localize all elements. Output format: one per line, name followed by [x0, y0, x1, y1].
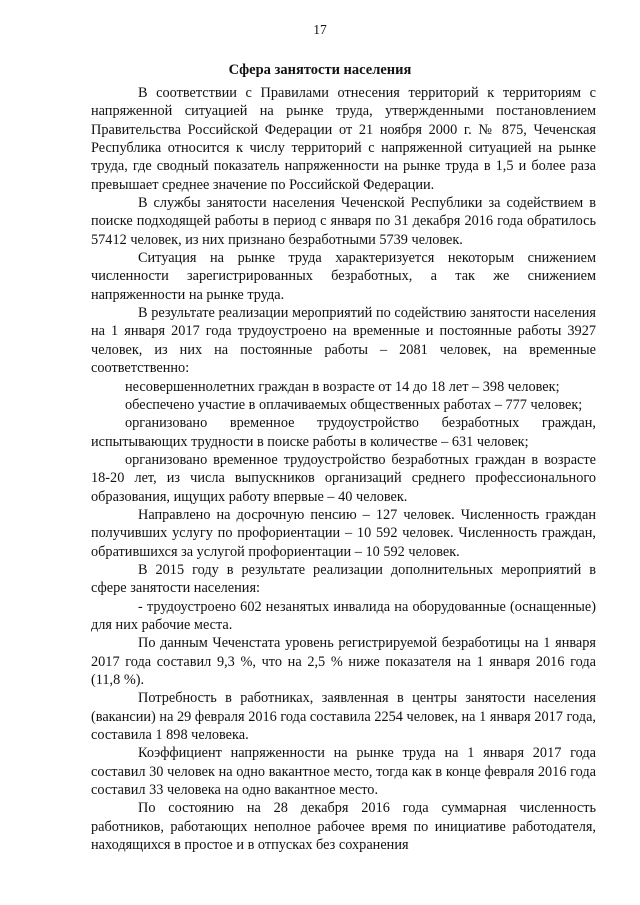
paragraph-early-pension: Направлено на досрочную пенсию – 127 человек. Численность граждан получивших услугу по профориентации – 10 592 человек. Численность граждан, обратившихся за услугой профориентации – 10 592 человек. [91, 506, 596, 560]
paragraph-part-time-workers: По состоянию на 28 декабря 2016 года суммарная численность работников, работающих неполное рабочее время по инициативе работодателя, находящихся в простое и в отпусках без сохранения [91, 800, 596, 854]
paragraph-unemployment-rate: По данным Чеченстата уровень регистрируемой безработицы на 1 января 2017 года составил 9,3 %, что на 2,5 % ниже показателя на 1 января 2016 года (11,8 %). [91, 635, 596, 688]
paragraph-regional-status: В соответствии с Правилами отнесения территорий к территориям с напряженной ситуацией на рынке труда, утвержденными постановлением Правительства Российской Федерации от 21 ноября 2000 г. № 875, Чеченская Республика относится к числу территорий с напряженной ситуацией на рынке труда, где сводный показатель напряженности на рынке труда в 1,5 и более раза превышает среднее значение по Российской Федерации. [91, 85, 596, 193]
paragraph-vacancies: Потребность в работниках, заявленная в центры занятости населения (вакансии) на 29 февраля 2016 года составила 2254 человек, на 1 января 2017 года, составила 1 898 человека. [91, 690, 596, 744]
body-text [91, 84, 596, 854]
paragraph-additional-measures: В 2015 году в результате реализации дополнительных мероприятий в сфере занятости населения: [91, 561, 596, 597]
page-number: 17 [313, 22, 327, 37]
paragraph-employment-results: В результате реализации мероприятий по содействию занятости населения на 1 января 2017 года трудоустроено на временные и постоянные работы 3927 человек, из них на постоянные работы – 2081 человек, на временные соответственно: [91, 305, 596, 377]
list-item-disabled-employment: - трудоустроено 602 незанятых инвалида на оборудованные (оснащенные) для них рабочие места. [91, 598, 596, 633]
section-title: Сфера занятости населения [228, 62, 412, 78]
paragraph-applications: В службы занятости населения Чеченской Республики за содействием в поиске подходящей работы в период с января по 31 декабря 2016 года обратилось 57412 человек, из них признано безработными 5739 человек. [91, 195, 596, 248]
list-item-graduates: организовано временное трудоустройство безработных граждан в возрасте 18-20 лет, из числа выпускников организаций среднего профессионального образования, ищущих работу впервые – 40 человек. [91, 451, 596, 505]
list-item-public-works: обеспечено участие в оплачиваемых общественных работах – 777 человек; [125, 396, 583, 413]
list-item-minors: несовершеннолетних граждан в возрасте от 14 до 18 лет – 398 человек; [125, 378, 560, 395]
paragraph-tension-coefficient: Коэффициент напряженности на рынке труда на 1 января 2017 года составил 30 человек на одно вакантное место, тогда как в конце февраля 2016 года составил 33 человека на одно вакантное место. [91, 745, 596, 799]
list-item-temporary-employment: организовано временное трудоустройство безработных граждан, испытывающих трудности в поиске работы в количестве – 631 человек; [91, 415, 596, 450]
paragraph-labor-market-situation: Ситуация на рынке труда характеризуется некоторым снижением численности зарегистрированных безработных, а так же снижением напряженности на рынке труда. [91, 250, 596, 303]
